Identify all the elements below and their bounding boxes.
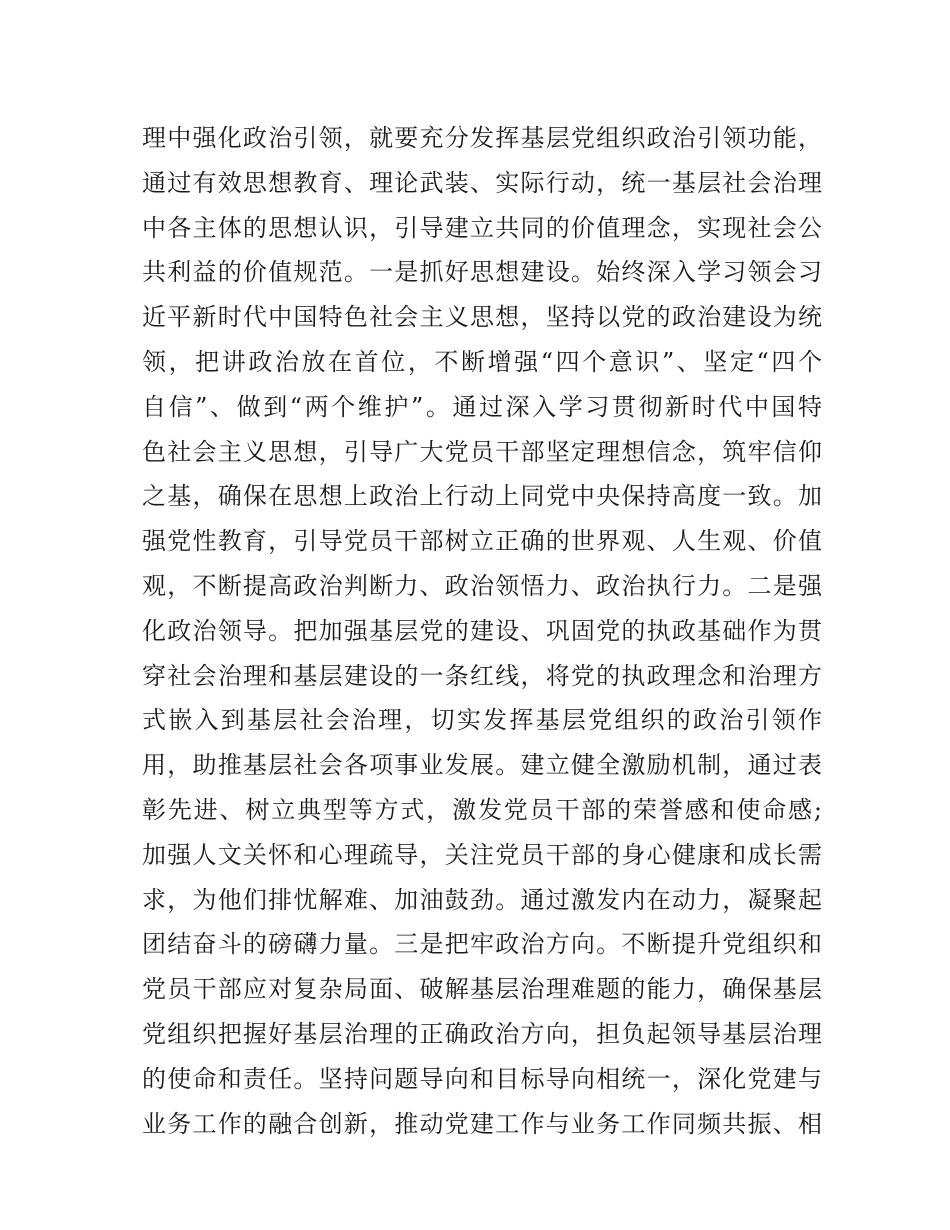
text-line: 中各主体的思想认识，引导建立共同的价值理念，实现社会公 — [142, 213, 822, 242]
text-line: 用，助推基层社会各项事业发展。建立健全激励机制，通过表 — [142, 751, 822, 780]
body-paragraph — [142, 116, 822, 1146]
text-line: 穿社会治理和基层建设的一条红线，将党的执政理念和治理方 — [142, 661, 822, 690]
text-line: 党员干部应对复杂局面、破解基层治理难题的能力，确保基层 — [142, 975, 822, 1004]
text-line: 领，把讲政治放在首位，不断增强“四个意识”、坚定“四个 — [142, 347, 822, 376]
text-line: 式嵌入到基层社会治理，切实发挥基层党组织的政治引领作 — [142, 706, 822, 735]
text-line: 业务工作的融合创新，推动党建工作与业务工作同频共振、相 — [142, 1109, 822, 1138]
text-line: 彰先进、树立典型等方式，激发党员干部的荣誉感和使命感; — [142, 795, 822, 824]
text-line: 团结奋斗的磅礴力量。三是把牢政治方向。不断提升党组织和 — [142, 930, 822, 959]
text-line: 强党性教育，引导党员干部树立正确的世界观、人生观、价值 — [142, 527, 822, 556]
text-line: 加强人文关怀和心理疏导，关注党员干部的身心健康和成长需 — [142, 840, 822, 869]
text-line: 的使命和责任。坚持问题导向和目标导向相统一，深化党建与 — [142, 1064, 822, 1093]
text-line: 党组织把握好基层治理的正确政治方向，担负起领导基层治理 — [142, 1019, 822, 1048]
text-line: 观，不断提高政治判断力、政治领悟力、政治执行力。二是强 — [142, 571, 822, 600]
text-line: 通过有效思想教育、理论武装、实际行动，统一基层社会治理 — [142, 168, 822, 197]
text-line: 之基，确保在思想上政治上行动上同党中央保持高度一致。加 — [142, 482, 822, 511]
text-line: 求，为他们排忧解难、加油鼓劲。通过激发内在动力，凝聚起 — [142, 885, 822, 914]
text-line: 化政治领导。把加强基层党的建设、巩固党的执政基础作为贯 — [142, 616, 822, 645]
text-line: 近平新时代中国特色社会主义思想，坚持以党的政治建设为统 — [142, 303, 822, 332]
text-line: 共利益的价值规范。一是抓好思想建设。始终深入学习领会习 — [142, 258, 822, 287]
text-line: 理中强化政治引领，就要充分发挥基层党组织政治引领功能， — [142, 124, 822, 152]
text-line: 色社会主义思想，引导广大党员干部坚定理想信念，筑牢信仰 — [142, 437, 822, 466]
text-line: 自信”、做到“两个维护”。通过深入学习贯彻新时代中国特 — [142, 392, 822, 421]
